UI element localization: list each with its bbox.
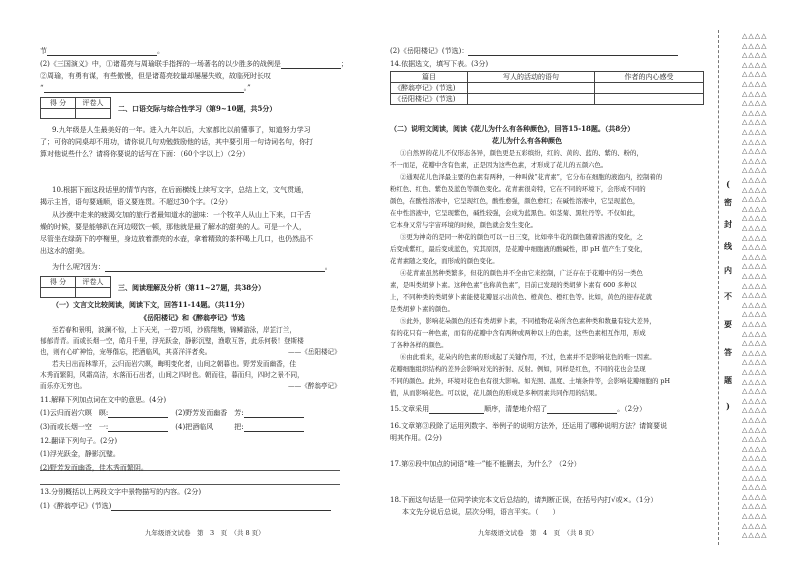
passage1-line: 至若春和景明，波澜不惊，上下天光，一碧万顷，沙鸥翔集，锦鳞游泳，岸芷汀兰， xyxy=(52,326,296,334)
q18-b: 本文先分说后总说，层次分明，语言平实。（ ） xyxy=(402,508,560,516)
q14-answer-cell[interactable] xyxy=(468,83,595,94)
section-3-title: 三、阅读理解及分析（第11~27题，共38分） xyxy=(118,283,266,292)
right-footer: 九年级语文试卷 第 4 页 （共 8 页） xyxy=(478,529,598,537)
q14-answer-cell[interactable] xyxy=(595,94,704,105)
triangle-row: △△△△ xyxy=(742,32,768,40)
triangle-row: △△△△ xyxy=(742,176,768,184)
q16: 16.文章第③段除了运用列数字、举例子的说明方法外，还运用了哪种说明方法？请简要说 xyxy=(390,422,668,430)
seal-label-char: 密 xyxy=(724,197,732,207)
q2-c: “ 。” xyxy=(40,84,251,92)
triangle-row: △△△△ xyxy=(742,377,768,386)
q14-table xyxy=(390,71,704,105)
triangle-row: △△△△ xyxy=(742,262,768,271)
triangle-row: △△△△ xyxy=(742,483,768,492)
score-box-3: 得 分 评卷人 xyxy=(40,276,111,298)
article-line: 素，是叫类胡萝卜素。这种色素“也称黄色素”，目前已发现的类胡萝卜素有 600 多种以 xyxy=(390,281,637,289)
triangle-row: △△△△ xyxy=(742,118,768,127)
triangle-row: △△△△ xyxy=(742,454,768,463)
triangle-row: △△△△ xyxy=(742,406,768,415)
triangle-row: △△△△ xyxy=(742,464,768,472)
triangle-row: △△△△ xyxy=(742,233,768,242)
seal-label-char: ) xyxy=(726,401,730,411)
triangle-row: △△△△ xyxy=(742,80,768,88)
section-2-title: 二、口语交际与综合性学习（第9~10题，共5分） xyxy=(118,104,277,113)
left-footer: 九年级语文试卷 第 3 页 （共 8 页） xyxy=(145,529,265,537)
triangle-row: △△△△ xyxy=(742,99,768,108)
q9-line-1: 9.九年级是人生最美好的一年。进入九年以后，大家都比以前懂事了，知道努力学习 xyxy=(52,126,311,134)
q10-line-5: 尽管坐在绿荫下的亭榭里，身边放着漂亮的水壶，拿着精致的茶杯喝上几口，也仍然品不 xyxy=(40,235,313,243)
q12-item-2: (2)野芳发而幽香，佳木秀而繁阴。 xyxy=(40,464,148,472)
sub1-title: （一）文言文比较阅读，阅读下文，回答11-14题。（共11分） xyxy=(52,300,249,309)
article-line: 是类胡萝卜素的颜色。 xyxy=(390,305,454,313)
article-line: 不一而足，花瓣中含有色素，正是因为这些色素，才形成了花儿的五颜六色。 xyxy=(390,161,608,169)
q10-line-3: 从沙漠中走来的疲渴交加的旅行者最知道水的滋味：一个牧羊人从山上下来，口干舌 xyxy=(52,211,311,219)
score-box-2: 得 分 评卷人 xyxy=(40,97,111,119)
triangle-row: △△△△ xyxy=(742,185,768,194)
triangle-row: △△△△ xyxy=(742,224,768,232)
triangle-row: △△△△ xyxy=(742,137,768,146)
triangle-row: △△△△ xyxy=(742,435,768,444)
triangle-row: △△△△ xyxy=(742,339,768,348)
triangle-row: △△△△ xyxy=(742,166,768,175)
seal-label-char: 答 xyxy=(724,347,732,357)
triangle-row: △△△△ xyxy=(742,512,768,520)
triangle-row: △△△△ xyxy=(742,291,768,300)
q9-line-3: 算对他说些什么？请将你要说的话写在下面：（60个字以上）（2分） xyxy=(40,150,250,158)
line-q-top: 节 。 xyxy=(40,47,164,55)
triangle-row: △△△△ xyxy=(742,502,768,511)
q14-col-activity: 写人的活动的语句 xyxy=(468,72,595,83)
article-line: 颜色，在酸性溶液中，它呈现红色，酸性愈强，颜色愈红；在碱性溶液中，它呈现蓝色， xyxy=(390,197,640,205)
triangle-row: △△△△ xyxy=(742,396,768,405)
triangle-row: △△△△ xyxy=(742,416,768,424)
q11-row-2: (3)而或长烟一空 一: (4)把酒临风 把: xyxy=(40,423,304,432)
q14-col-feeling: 作者的内心感受 xyxy=(595,72,704,83)
q2-b: ②周瑜，有勇有谋，有些傲慢，但是诸葛亮较量却屡屡失败，故临死时长叹 xyxy=(40,72,271,80)
seal-label-char: 内 xyxy=(724,265,732,275)
q10-line-6: 出这水的甜美。 xyxy=(40,247,89,255)
triangle-row: △△△△ xyxy=(742,89,768,98)
article-line: 花青素随之变化，而形成的颜色变化。 xyxy=(390,257,499,265)
article-line: 有的花只有一种色素，而有的花瓣中含有两种或两种以上的色素，这些色素相互作用，形成 xyxy=(390,329,646,337)
triangle-row: △△△△ xyxy=(742,425,768,434)
article-line: ④花青素虽然种类繁多，但花的颜色并不全由它来控制，广泛存在于花瓣中的另一类色 xyxy=(400,269,643,277)
triangle-row: △△△△ xyxy=(742,204,768,213)
q14: 14.依据选文，填写下表。(3分) xyxy=(390,60,489,68)
triangle-row: △△△△ xyxy=(742,60,768,69)
q11-row-1: (1)云归而岩穴暝 暝: (2)野芳发而幽香 芳: xyxy=(40,409,304,418)
q2-a: (2)《三国演义》中，①诸葛亮与周瑜联手指挥的一场著名的以少胜多的战例是 ； xyxy=(40,60,348,68)
triangle-row: △△△△ xyxy=(742,281,768,290)
q9-line-2: 了；可你的同桌却不用功，请你说几句劝勉鼓励他的话，其中要引用一句诗词名句，你打 xyxy=(40,138,313,146)
article-line: 粉红色、红色、紫色及蓝色等颜色变化。花青素很奇特，它在不同的环境下，会形成不同的 xyxy=(390,185,646,193)
triangle-row: △△△△ xyxy=(742,444,768,453)
passage1-line: 郁郁青青。而或长烟一空，皓月千里，浮光跃金，静影沉璧，渔歌互答，此乐何极！登斯楼 xyxy=(40,337,304,345)
q15: 15.文章采用 顺序，清楚地介绍了 。（2分） xyxy=(390,405,647,413)
sub2-title: （二）说明文阅读，阅读《花儿为什么有各种颜色》，回答15-18题。（共8分） xyxy=(390,124,635,133)
triangle-row: △△△△ xyxy=(742,147,768,156)
triangle-row: △△△△ xyxy=(742,531,768,540)
q11: 11.解释下列加点词在文中的意思。(4分) xyxy=(40,396,167,404)
passage2-line: 木秀而繁阴，风霜高洁，水落而石出者，山间之四时也。朝而往，暮而归，四时之景不同， xyxy=(40,371,304,379)
article-line: 不同的颜色。此外，环境对花色也有很大影响。如光照、温度、土壤条件等，会影响花瓣细胞的 pH xyxy=(390,377,671,385)
triangle-row: △△△△ xyxy=(742,41,768,50)
q17: 17.第⑥段中加点的词语“唯一”能不能删去，为什么？（2分） xyxy=(390,460,581,468)
triangle-row: △△△△ xyxy=(742,358,768,367)
article-line: ⑥由此看来，花朵内的色素的形成起了关键作用，不过，色素并不是影响花色的唯一因素。 xyxy=(400,353,656,361)
triangle-row: △△△△ xyxy=(742,243,768,252)
triangle-row: △△△△ xyxy=(742,310,768,319)
triangle-row: △△△△ xyxy=(742,492,768,501)
q10-line-4: 燥的时候，要是能够趴在河边啜饮一顿，那他就是最了解水的甜美的人。可是一个人， xyxy=(40,223,306,231)
seal-label-char: ( xyxy=(726,179,730,189)
triangle-row: △△△△ xyxy=(742,521,768,530)
triangle-row: △△△△ xyxy=(742,128,768,136)
article-line: 上，不同种类的类胡萝卜素能使花瓣显示出黄色、橙黄色、橙红色等。比如，黄色的迎春花就 xyxy=(390,293,653,301)
triangle-row: △△△△ xyxy=(742,272,768,280)
q14-row-title: 《醉翁亭记》(节选) xyxy=(391,83,468,94)
passage1-line: 也，则有心旷神怡，宠辱偕忘，把酒临风，其喜洋洋者矣。 xyxy=(40,348,212,356)
seal-label-char: 线 xyxy=(724,241,732,251)
article-title: 花儿为什么有各种颜色 xyxy=(492,136,562,145)
article-line: ⑤此外，影响花朵颜色的还有类胡萝卜素，不同植物花朵所含色素种类和数量有较大差异， xyxy=(400,317,656,325)
article-line: 花瓣细胞组织结构的差异会影响对光的折射、反射。例如，同样是红色，不同的花也会呈现 xyxy=(390,365,646,373)
seal-label-char: 不 xyxy=(724,291,732,301)
q14-answer-cell[interactable] xyxy=(595,83,704,94)
article-line: 了各种各样的颜色。 xyxy=(390,341,448,349)
q18: 18.下面这句话是一位同学读完本文后总结的，请判断正误，在括号内打√或×。（1分） xyxy=(390,496,658,504)
q14-answer-cell[interactable] xyxy=(468,94,595,105)
q10-line-1: 10.根据下面这段话里的情节内容，在后面横线上续写文字，总结上文，文气贯通， xyxy=(52,186,309,194)
triangle-row: △△△△ xyxy=(742,473,768,482)
q14-row-title: 《岳阳楼记》(节选) xyxy=(391,94,468,105)
triangle-row: △△△△ xyxy=(742,300,768,309)
q10-answer-line: 为什么呢?因为： 。 xyxy=(52,263,332,271)
q14-col-title: 篇目 xyxy=(391,72,468,83)
passage2-line: 而乐亦无穷也。 xyxy=(40,382,87,390)
triangle-row: △△△△ xyxy=(742,70,768,79)
q10-line-2: 揭示主旨，语句要通顺，语义要连贯。不超过30个字。（2分） xyxy=(40,198,232,206)
q12: 12.翻译下列句子。(2分) xyxy=(40,437,118,445)
triangle-row: △△△△ xyxy=(742,195,768,204)
q12-item-1: (1)浮光跃金，静影沉璧。 xyxy=(40,450,120,458)
q13-item-1: (1)《醉翁亭记》(节选) xyxy=(40,502,331,511)
passage1-source: ——《岳阳楼记》 xyxy=(288,348,341,356)
article-line: 值，从而影响花色。可以说，花儿颜色的形成是多种因素共同作用的结果。 xyxy=(390,389,601,397)
seal-label-char: 题 xyxy=(724,375,732,385)
triangle-row: △△△△ xyxy=(742,108,768,117)
article-line: 在中性溶液中，它呈现紫色，碱性较强，会成为蓝黑色。如茎菊、黑牡丹等。不仅如此， xyxy=(390,209,640,217)
passage2-line: 若夫日出而林霏开，云归而岩穴暝，晦明变化者，山间之朝暮也。野芳发而幽香，佳 xyxy=(52,360,296,368)
answer-line xyxy=(40,484,340,485)
article-line: ③更为神奇的是同一种花的颜色可以一日三变，比如牵牛花的颜色随着溶液的变化，之 xyxy=(400,233,643,241)
triangle-row: △△△△ xyxy=(742,156,768,165)
q16-b: 明其作用。(2分) xyxy=(390,434,442,442)
article-line: 后变成紫红，最后变成蓝色，究其原因，是花瓣中细胞液的酸碱性，即 pH 值产生了变化， xyxy=(390,245,647,253)
triangle-row: △△△△ xyxy=(742,348,768,357)
triangle-row: △△△△ xyxy=(742,214,768,223)
article-line: ①自然界的花儿不仅形态各异，颜色更是五彩缤纷，红的、黄的、蓝的、紫的、粉的， xyxy=(400,149,643,157)
triangle-row: △△△△ xyxy=(742,368,768,376)
seal-label-char: 要 xyxy=(724,319,732,329)
seal-line xyxy=(718,30,719,545)
triangle-row: △△△△ xyxy=(742,320,768,328)
triangle-row: △△△△ xyxy=(742,51,768,60)
article-line: 它本身又常与宇宙环境的时候，颜色就会发生变化。 xyxy=(390,221,537,229)
q13-item-2: (2)《岳阳楼记》(节选)： xyxy=(390,47,678,56)
triangle-row: △△△△ xyxy=(742,252,768,261)
seal-label-char: 封 xyxy=(724,219,732,229)
passage2-source: ——《醉翁亭记》 xyxy=(288,382,341,390)
triangle-row: △△△△ xyxy=(742,329,768,338)
q13: 13.分别概括以上两段文字中景物描写的内容。(2分) xyxy=(40,488,202,496)
article-line: ②通观花儿色泽最主要的色素有两种，一种叫做“花青素”，它分布在细胞的液泡内，控制着的 xyxy=(400,173,663,181)
poem-title: 《岳阳楼记》和《醉翁亭记》节选 xyxy=(140,313,245,322)
triangle-row: △△△△ xyxy=(742,387,768,396)
